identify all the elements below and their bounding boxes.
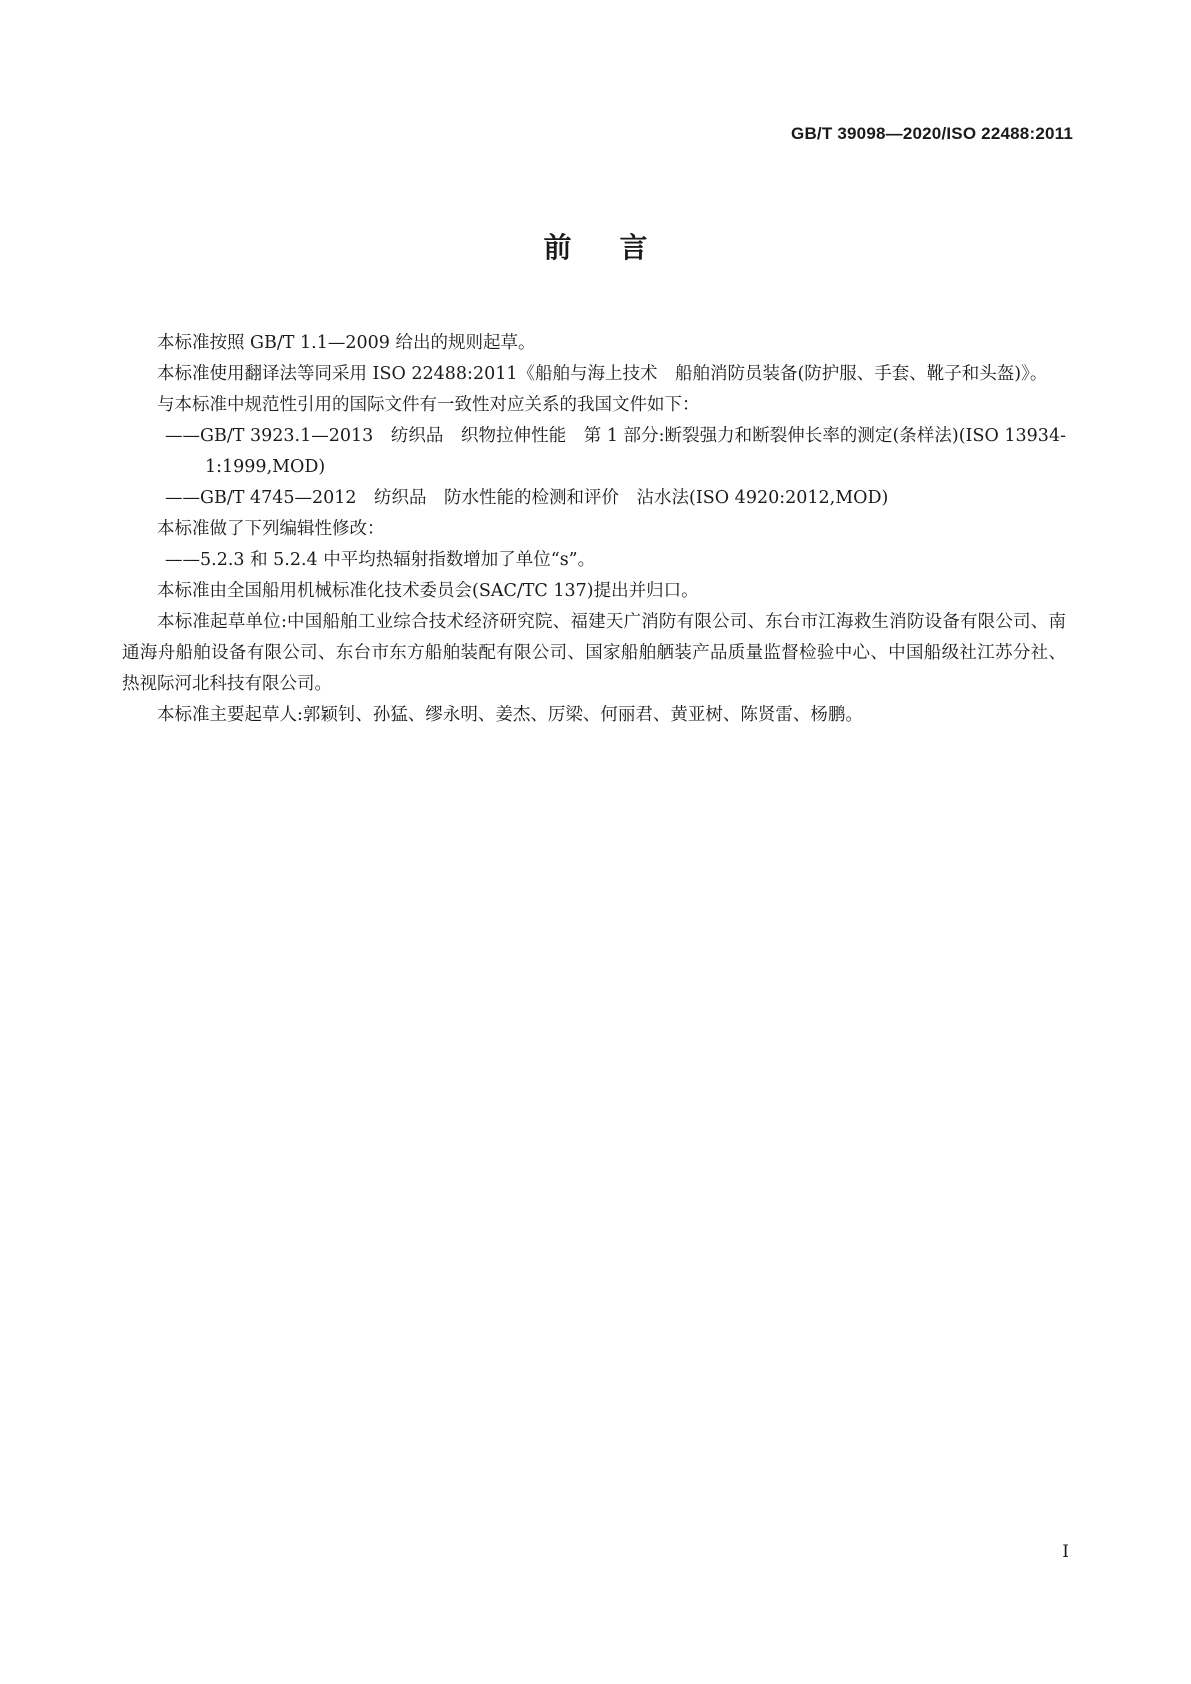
paragraph: 本标准按照 GB/T 1.1—2009 给出的规则起草。 — [157, 333, 536, 353]
reference-list-item: ——GB/T 3923.1—2013 纺织品 织物拉伸性能 第 1 部分:断裂强力和断裂伸长率的测定(条样法)(ISO 13934-1:1999,MOD) — [165, 426, 1066, 477]
paragraph: 本标准使用翻译法等同采用 ISO 22488:2011《船舶与海上技术 船舶消防员装备(防护服、手套、靴子和头盔)》。 — [157, 364, 1048, 384]
modification-list-item: ——5.2.3 和 5.2.4 中平均热辐射指数增加了单位“s”。 — [165, 550, 596, 570]
paragraph: 本标准主要起草人:郭颖钊、孙猛、缪永明、姜杰、厉梁、何丽君、黄亚树、陈贤雷、杨鹏。 — [157, 705, 863, 725]
paragraph: 与本标准中规范性引用的国际文件有一致性对应关系的我国文件如下： — [157, 395, 700, 415]
paragraph: 本标准由全国船用机械标准化技术委员会(SAC/TC 137)提出并归口。 — [157, 581, 699, 601]
paragraph: 本标准起草单位:中国船舶工业综合技术经济研究院、福建天广消防有限公司、东台市江海救生消防设备有限公司、南通海舟船舶设备有限公司、东台市东方船舶装配有限公司、国家船舶舾装产品质量监督检验中心、中国船级社江苏分社、热视际河北科技有限公司。 — [122, 612, 1066, 694]
section-title: 前言 — [543, 231, 696, 264]
page-number: I — [1062, 1542, 1069, 1562]
standard-number-header: GB/T 39098—2020/ISO 22488:2011 — [791, 124, 1073, 143]
foreword-body — [122, 328, 1066, 731]
paragraph: 本标准做了下列编辑性修改： — [157, 519, 385, 539]
reference-list-item: ——GB/T 4745—2012 纺织品 防水性能的检测和评价 沾水法(ISO 4920:2012,MOD) — [165, 488, 889, 508]
